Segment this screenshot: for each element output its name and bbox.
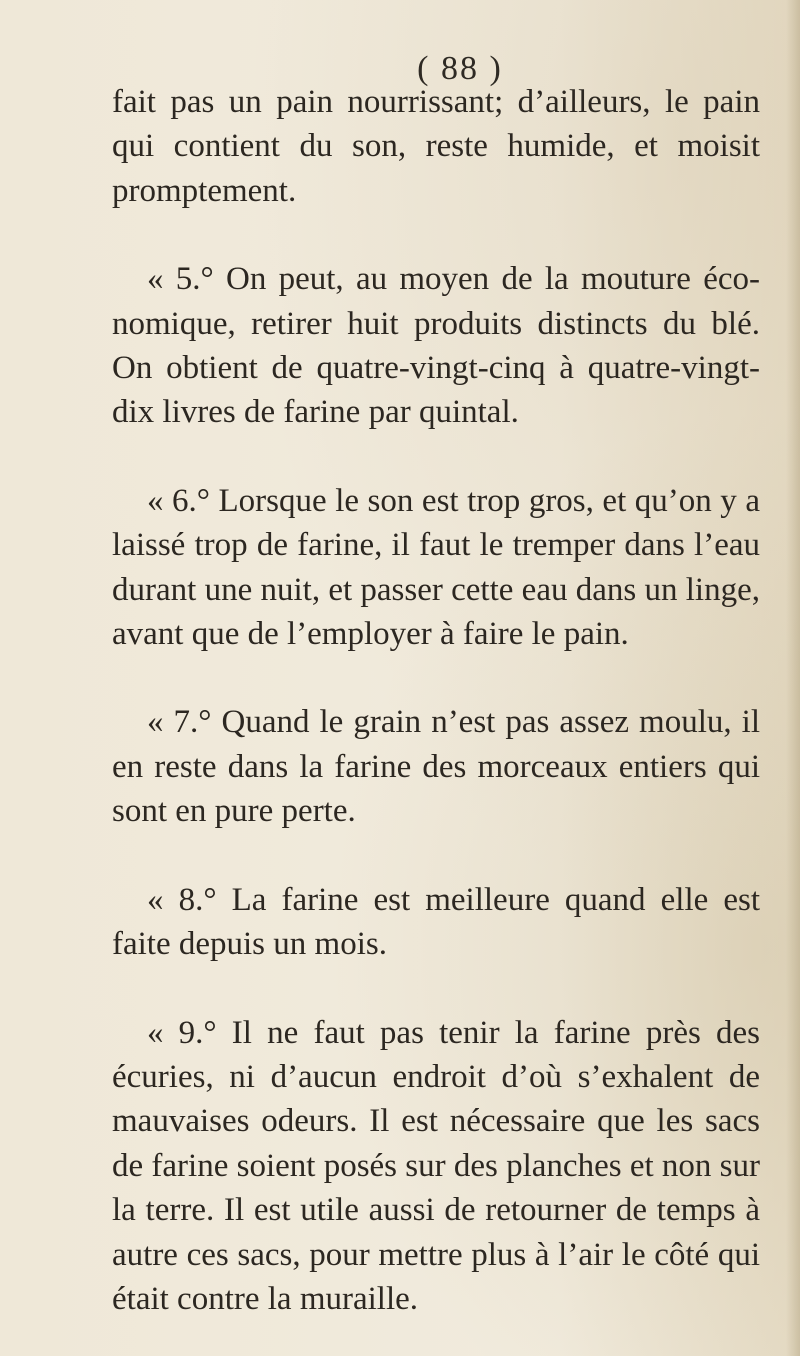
paragraph-item-6: « 6.° Lorsque le son est trop gros, et qu’on y a laissé trop de farine, il faut le tremper dans l’eau durant une nuit, et passer cette eau dans un linge, avant que de l’employer à faire le pain. <box>112 482 760 653</box>
paragraph-item-8: « 8.° La farine est meilleure quand elle est faite depuis un mois. <box>112 881 760 963</box>
page-edge-shadow <box>786 0 800 1356</box>
paragraph-item-5: « 5.° On peut, au moyen de la mouture éco- nomique, retirer huit produits distincts du blé. On obtient de quatre-vingt-cinq à quatre-vingt- dix livres de farine par quintal. <box>112 261 760 431</box>
body-text <box>112 80 760 1321</box>
paragraph-item-9: « 9.° Il ne faut pas tenir la farine près des écuries, ni d’aucun endroit d’où s’exhalent de mauvaises odeurs. Il est nécessaire que les sacs de farine soient posés sur des planches et non sur la terre. Il est utile aussi de retourner de temps à autre ces sacs, pour mettre plus à l’air le côté qui était contre la muraille. <box>112 1014 760 1317</box>
page-number: ( 88 ) <box>417 50 503 87</box>
paragraph-item-7: « 7.° Quand le grain n’est pas assez moulu, il en reste dans la farine des morceaux entiers qui sont en pure perte. <box>112 704 760 830</box>
paragraph-continuation: fait pas un pain nourrissant; d’ailleurs, le pain qui contient du son, reste humide, et moisit promptement. <box>112 84 760 209</box>
